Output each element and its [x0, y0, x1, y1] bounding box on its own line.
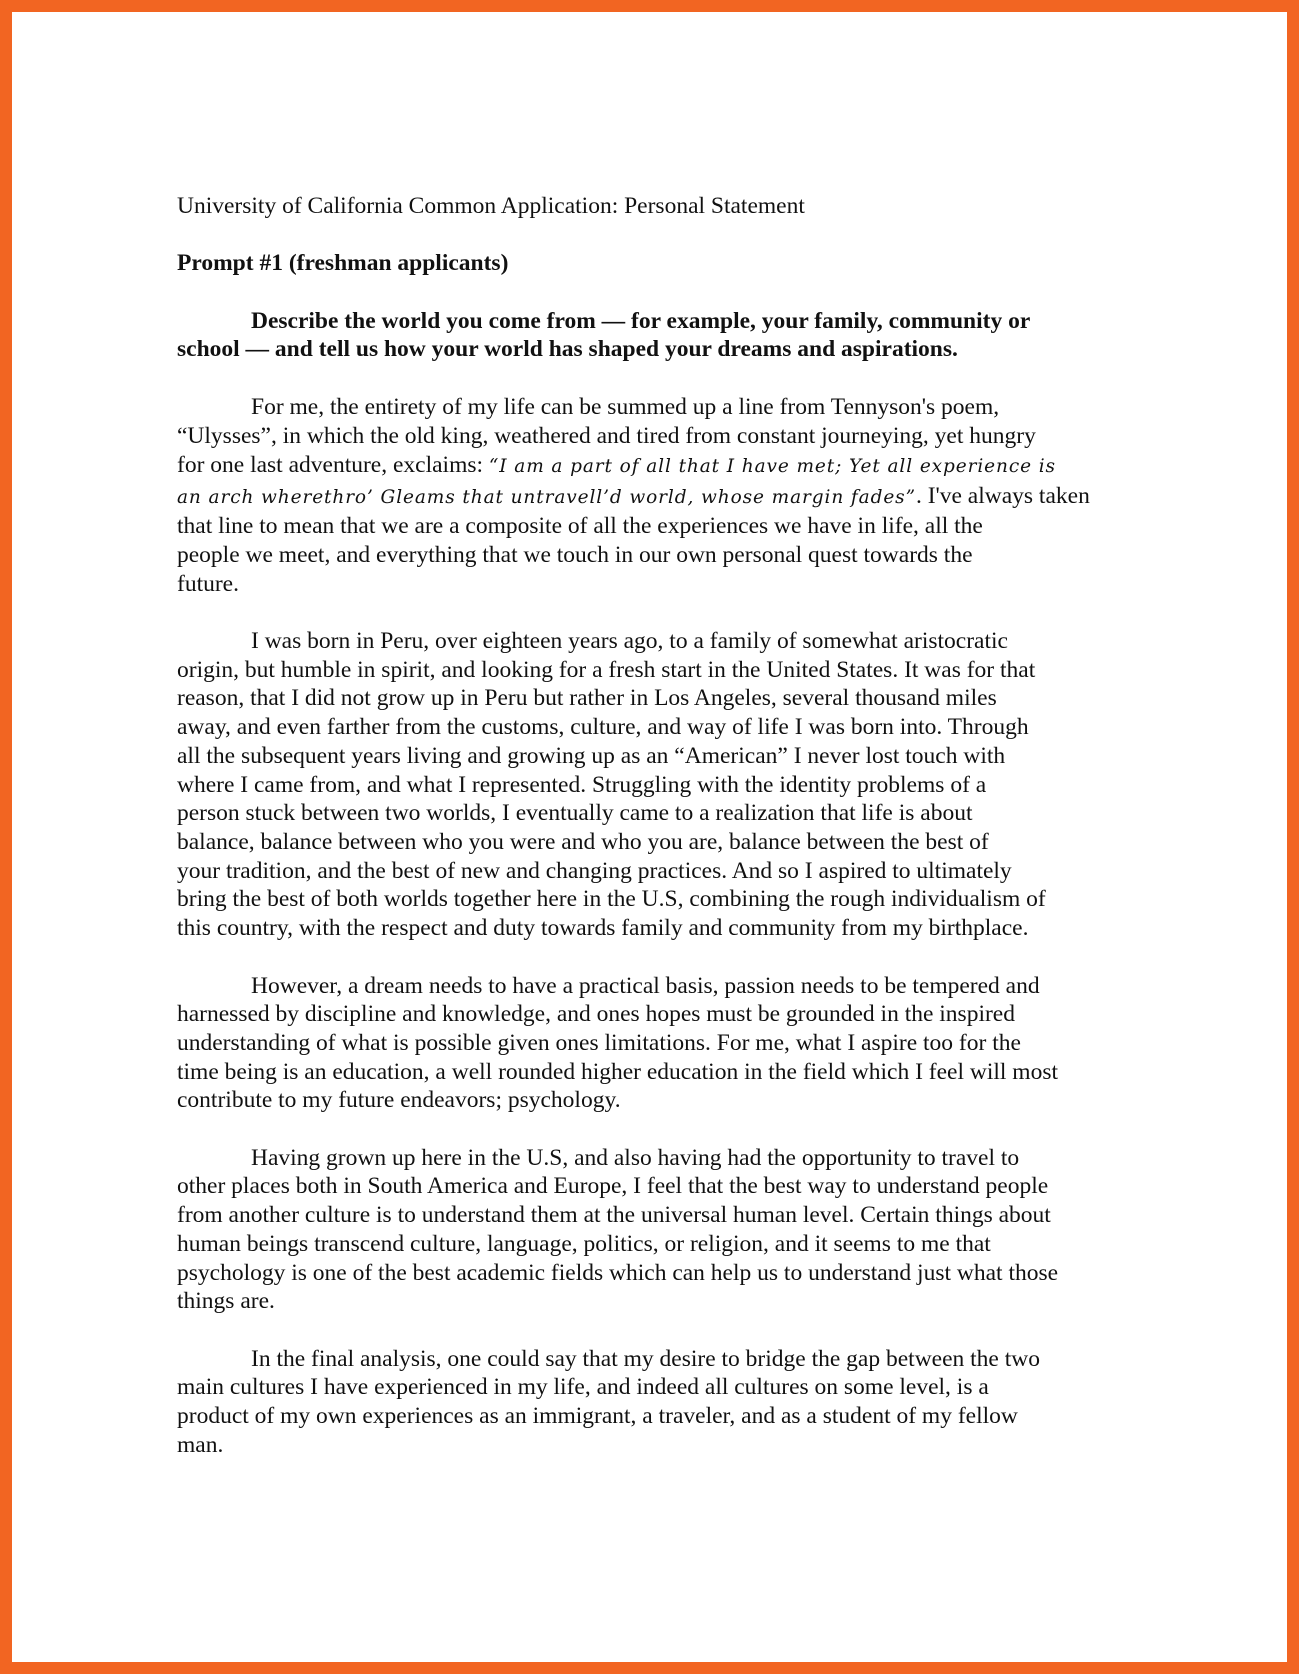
paragraph-line: psychology is one of the best academic fields which can help us to understand just what those — [177, 1259, 1059, 1286]
paragraph-line: future. — [177, 570, 239, 597]
paragraph-line: person stuck between two worlds, I eventually came to a realization that life is about — [177, 800, 973, 827]
paragraph-line: main cultures I have experienced in my life, and indeed all cultures on some level, is a — [177, 1374, 989, 1401]
paragraph-line: contribute to my future endeavors; psychology. — [177, 1087, 621, 1114]
paragraph-line: understanding of what is possible given ones limitations. For me, what I aspire too for the — [177, 1029, 1021, 1056]
paragraph-line: all the subsequent years living and growing up as an “American” I never lost touch with — [177, 742, 1006, 769]
paragraph-2 — [177, 627, 1127, 943]
paragraph-4 — [177, 1144, 1127, 1316]
paragraph-line: this country, with the respect and duty towards family and community from my birthplace. — [177, 915, 1029, 942]
paragraph-line: In the final analysis, one could say that my desire to bridge the gap between the two — [251, 1345, 1040, 1372]
quote-lead-in: for one last adventure, exclaims: — [177, 452, 489, 479]
paragraph-3 — [177, 972, 1127, 1116]
paragraph-line: origin, but humble in spirit, and looking for a fresh start in the United States. It was for that — [177, 656, 1036, 683]
paragraph-line: “Ulysses”, in which the old king, weathered and tired from constant journeying, yet hungry — [177, 422, 1036, 449]
prompt-heading: Prompt #1 (freshman applicants) — [177, 250, 509, 277]
paragraph-line-with-quote — [177, 450, 1127, 481]
paragraph-line: your tradition, and the best of new and changing practices. And so I aspired to ultimately — [177, 857, 1012, 884]
quote-follow-on: . I've always taken — [915, 483, 1090, 510]
paragraph-line: However, a dream needs to have a practical basis, passion needs to be tempered and — [251, 972, 1040, 999]
paragraph-line: product of my own experiences as an immigrant, a traveler, and as a student of my fellow — [177, 1403, 1018, 1430]
paragraph-line: people we meet, and everything that we touch in our own personal quest towards the — [177, 541, 973, 568]
paragraph-line: human beings transcend culture, language, politics, or religion, and it seems to me that — [177, 1230, 991, 1257]
paragraph-line: harnessed by discipline and knowledge, and ones hopes must be grounded in the inspired — [177, 1001, 1015, 1028]
paragraph-line: man. — [177, 1431, 224, 1458]
paragraph-line: that line to mean that we are a composite of all the experiences we have in life, all the — [177, 513, 983, 540]
paragraph-line: other places both in South America and Europe, I feel that the best way to understand people — [177, 1173, 1049, 1200]
paragraph-1 — [177, 393, 1127, 599]
paragraph-line: balance, balance between who you were and who you are, balance between the best of — [177, 829, 989, 855]
paragraph-line: Having grown up here in the U.S, and also having had the opportunity to travel to — [251, 1144, 1020, 1171]
document-title: University of California Common Application: Personal Statement — [177, 193, 805, 219]
paragraph-line: from another culture is to understand them at the universal human level. Certain things about — [177, 1202, 1051, 1229]
tennyson-quote-part-2: an arch wherethro’ Gleams that untravell’d world, whose margin fades” — [177, 487, 916, 509]
paragraph-line: time being is an education, a well rounded higher education in the field which I feel will most — [177, 1058, 1058, 1085]
paragraph-line: bring the best of both worlds together here in the U.S, combining the rough individualism of — [177, 886, 1046, 913]
prompt-text — [177, 307, 1127, 364]
paragraph-line: reason, that I did not grow up in Peru but rather in Los Angeles, several thousand miles — [177, 685, 997, 712]
paragraph-line-with-quote — [177, 481, 1127, 512]
prompt-line: Describe the world you come from — for example, your family, community or — [251, 307, 1031, 334]
paragraph-line: where I came from, and what I represented. Struggling with the identity problems of a — [177, 771, 987, 798]
paragraph-5 — [177, 1345, 1127, 1460]
paragraph-line: things are. — [177, 1288, 275, 1315]
tennyson-quote-part-1: “I am a part of all that I have met; Yet all experience is — [488, 456, 1056, 478]
paragraph-line: For me, the entirety of my life can be summed up a line from Tennyson's poem, — [251, 393, 1000, 420]
document-body — [177, 192, 1127, 1459]
paragraph-line: away, and even farther from the customs, culture, and way of life I was born into. Through — [177, 714, 1029, 741]
paragraph-line: I was born in Peru, over eighteen years ago, to a family of somewhat aristocratic — [251, 628, 1008, 655]
prompt-line: school — and tell us how your world has shaped your dreams and aspirations. — [177, 336, 958, 363]
